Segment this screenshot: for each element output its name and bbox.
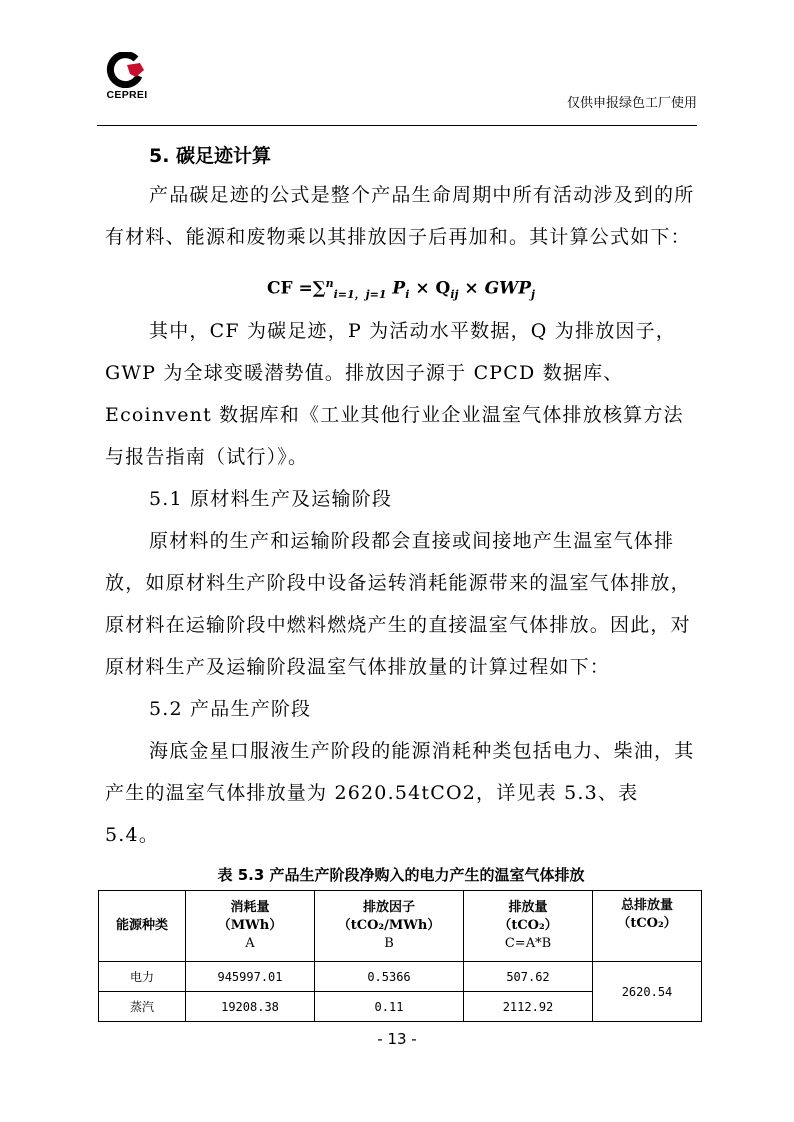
cell-emission: 507.62 <box>464 962 593 992</box>
cell-consumption: 945997.01 <box>186 962 315 992</box>
table-caption: 表 5.3 产品生产阶段净购入的电力产生的温室气体排放 <box>217 866 585 884</box>
subsection-heading-5-1: 5.1 原材料生产及运输阶段 <box>149 488 393 510</box>
paragraph-intro: 产品碳足迹的公式是整个产品生命周期中所有活动涉及到的所有材料、能源和废物乘以其排放因子后再加和。其计算公式如下： <box>105 184 695 248</box>
ceprei-logo <box>101 52 153 110</box>
cell-type: 电力 <box>99 962 186 992</box>
header-total <box>593 891 702 962</box>
table-row <box>99 962 702 992</box>
formula-sigma: ∑ <box>312 278 326 299</box>
cell-consumption: 19208.38 <box>186 992 315 1022</box>
formula-gwp: GWP <box>484 278 531 299</box>
formula-times-1: × <box>415 278 430 299</box>
paragraph-production: 海底金星口服液生产阶段的能源消耗种类包括电力、柴油，其产生的温室气体排放量为 2620.54tCO2，详见表 5.3、表 5.4。 <box>105 740 695 846</box>
cell-emission: 2112.92 <box>464 992 593 1022</box>
header-consumption-code: A <box>245 936 255 951</box>
header-emission <box>464 891 593 962</box>
header-energy-type <box>99 891 186 962</box>
section-title: 5. 碳足迹计算 <box>149 145 272 167</box>
formula-sum-upper: n <box>325 277 334 290</box>
page-content <box>105 138 697 1022</box>
paragraph-raw-materials: 原材料的生产和运输阶段都会直接或间接地产生温室气体排放，如原材料生产阶段中设备运转消耗能源带来的温室气体排放，原材料在运输阶段中燃料燃烧产生的直接温室气体排放。因此，对原材料生产及运输阶段温室气体排放量的计算过程如下： <box>105 530 691 678</box>
header-factor <box>315 891 464 962</box>
header-factor-name: 排放因子 <box>362 900 415 915</box>
formula-gwp-sub: j <box>530 288 535 302</box>
paragraph-definitions: 其中，CF 为碳足迹，P 为活动水平数据，Q 为排放因子，GWP 为全球变暖潜势值。排放因子源于 CPCD 数据库、Ecoinvent 数据库和《工业其他行业企业温室气体排放核算方法与报告指南（试行）》。 <box>105 320 684 468</box>
header-consumption-unit: （MWh） <box>217 918 283 933</box>
emission-table <box>98 890 702 1022</box>
table-header-row <box>99 891 702 962</box>
header-factor-code: B <box>384 936 394 951</box>
header-emission-unit: （tCO₂） <box>498 918 558 933</box>
ceprei-logo-icon <box>106 52 148 88</box>
formula-sum-lower: i=1，j=1 <box>333 288 387 302</box>
header-emission-code: C=A*B <box>504 936 552 951</box>
header-consumption <box>186 891 315 962</box>
page-number: - 13 - <box>377 1030 417 1048</box>
cell-total: 2620.54 <box>593 962 702 1022</box>
subsection-heading-5-2: 5.2 产品生产阶段 <box>149 698 312 720</box>
header-energy-type-label: 能源种类 <box>115 918 168 933</box>
formula-p: P <box>392 278 406 299</box>
cell-type: 蒸汽 <box>99 992 186 1022</box>
header-total-name: 总排放量 <box>620 898 673 913</box>
header-emission-name: 排放量 <box>508 900 548 915</box>
formula-times-2: × <box>464 278 479 299</box>
formula-p-sub: i <box>405 288 410 302</box>
cell-factor: 0.11 <box>315 992 464 1022</box>
header-factor-unit: （tCO₂/MWh） <box>337 918 441 933</box>
cell-factor: 0.5366 <box>315 962 464 992</box>
header-note: 仅供申报绿色工厂使用 <box>566 96 697 111</box>
carbon-footprint-formula <box>105 258 697 310</box>
logo-text: CEPREI <box>106 89 148 101</box>
formula-lhs: CF = <box>267 278 313 299</box>
formula-q: Q <box>435 278 451 299</box>
header-consumption-name: 消耗量 <box>230 900 270 915</box>
formula-q-sub: ij <box>450 288 459 302</box>
header-total-unit: （tCO₂） <box>617 916 677 931</box>
header-divider <box>97 125 697 126</box>
